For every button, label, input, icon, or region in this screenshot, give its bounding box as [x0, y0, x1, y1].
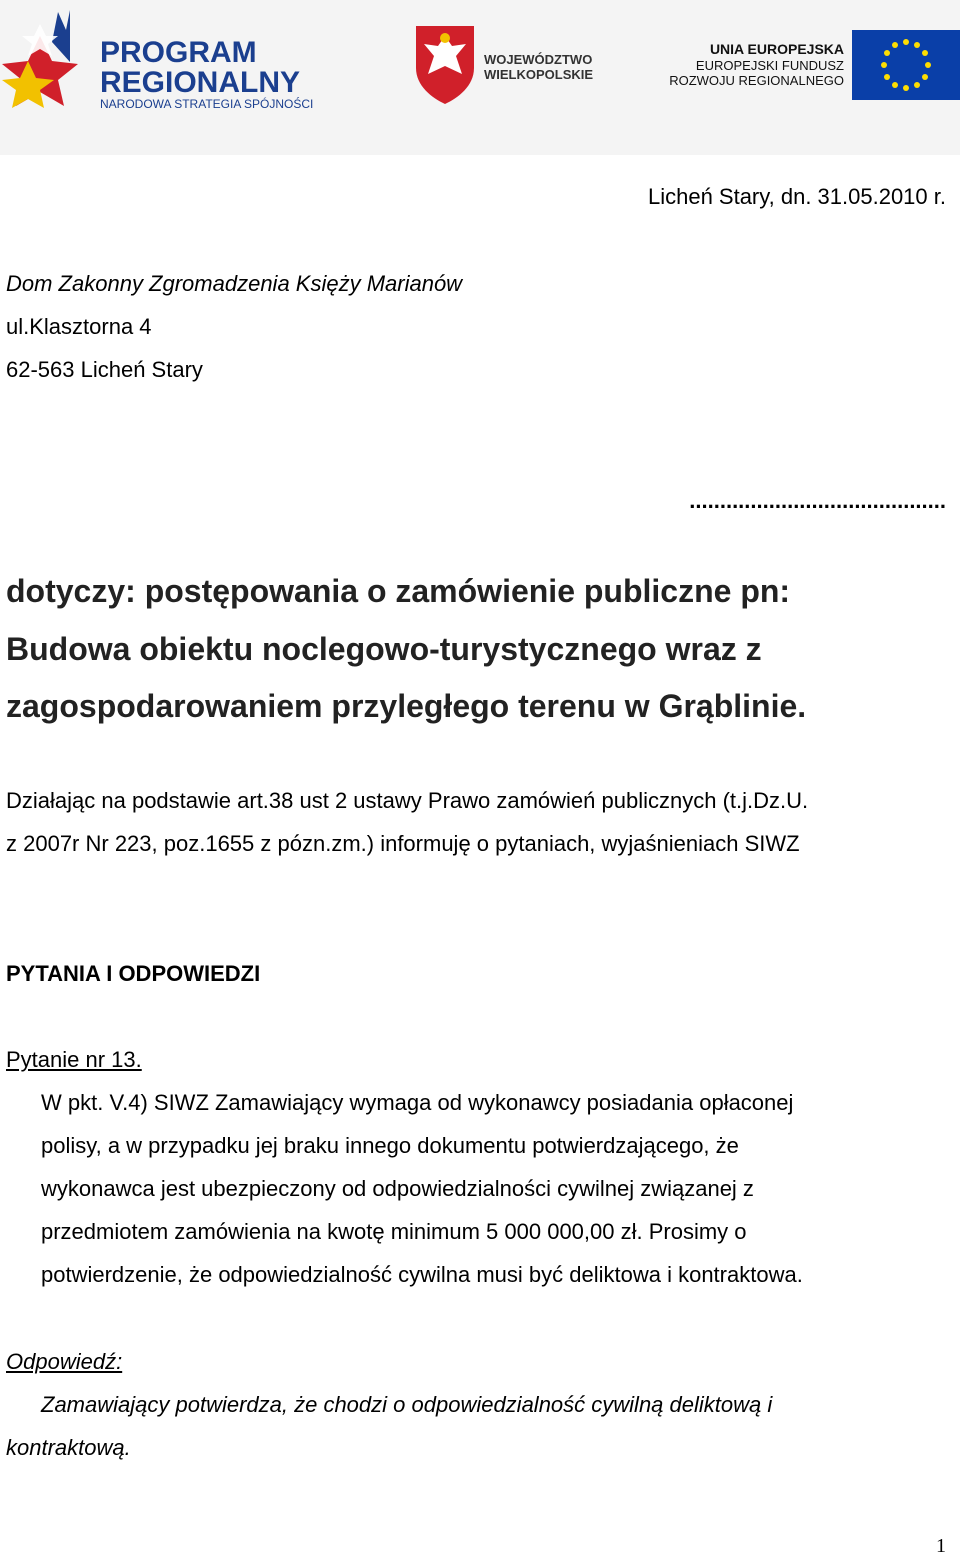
subject-line-1: dotyczy: postępowania o zamówienie publiczne pn: — [6, 573, 791, 609]
question-line-1: W pkt. V.4) SIWZ Zamawiający wymaga od wykonawcy posiadania opłaconej — [41, 1090, 794, 1115]
recipient-dots: .......................................... — [689, 488, 946, 513]
program-logo-line3: NARODOWA STRATEGIA SPÓJNOŚCI — [100, 97, 314, 111]
section-title: PYTANIA I ODPOWIEDZI — [6, 961, 261, 986]
addressee-name: Dom Zakonny Zgromadzenia Księży Marianów — [6, 271, 463, 296]
subject-line-2: Budowa obiektu noclegowo-turystycznego wraz z — [6, 631, 762, 667]
question-line-5: potwierdzenie, że odpowiedzialność cywilna musi być deliktowa i kontraktowa. — [41, 1262, 803, 1287]
program-logo-line1: PROGRAM — [100, 36, 257, 69]
document-date: Licheń Stary, dn. 31.05.2010 r. — [647, 184, 946, 209]
intro-line-2: z 2007r Nr 223, poz.1655 z pózn.zm.) informuję o pytaniach, wyjaśnieniach SIWZ — [6, 831, 800, 856]
region-logo-line2: WIELKOPOLSKIE — [484, 67, 594, 82]
eu-logo-line3: ROZWOJU REGIONALNEGO — [669, 73, 844, 88]
question-line-4: przedmiotem zamówienia na kwotę minimum 5 000 000,00 zł. Prosimy o — [41, 1219, 747, 1244]
page-number: 1 — [936, 1535, 946, 1557]
answer-label: Odpowiedź: — [6, 1349, 123, 1374]
logo-banner — [0, 0, 960, 155]
subject-line-3: zagospodarowaniem przyległego terenu w Grąblinie. — [6, 688, 807, 724]
addressee-street: ul.Klasztorna 4 — [6, 314, 152, 339]
intro-line-1: Działając na podstawie art.38 ust 2 ustawy Prawo zamówień publicznych (t.j.Dz.U. — [6, 788, 809, 813]
eu-logo-line1: UNIA EUROPEJSKA — [709, 41, 844, 57]
program-regionalny-logo — [0, 6, 360, 126]
addressee-city: 62-563 Licheń Stary — [6, 357, 203, 382]
answer-line-1: Zamawiający potwierdza, że chodzi o odpowiedzialność cywilną deliktową i — [41, 1392, 773, 1417]
region-logo-line1: WOJEWÓDZTWO — [484, 52, 593, 67]
question-title: Pytanie nr 13. — [6, 1047, 142, 1072]
answer-line-2: kontraktową. — [6, 1435, 131, 1460]
wojewodztwo-wielkopolskie-logo — [410, 22, 610, 106]
eu-logo-line2: EUROPEJSKI FUNDUSZ — [695, 58, 844, 73]
eu-fund-logo — [660, 30, 960, 106]
question-line-3: wykonawca jest ubezpieczony od odpowiedzialności cywilnej związanej z — [41, 1176, 754, 1201]
program-logo-line2: REGIONALNY — [100, 66, 301, 99]
question-line-2: polisy, a w przypadku jej braku innego dokumentu potwierdzającego, że — [41, 1133, 739, 1158]
